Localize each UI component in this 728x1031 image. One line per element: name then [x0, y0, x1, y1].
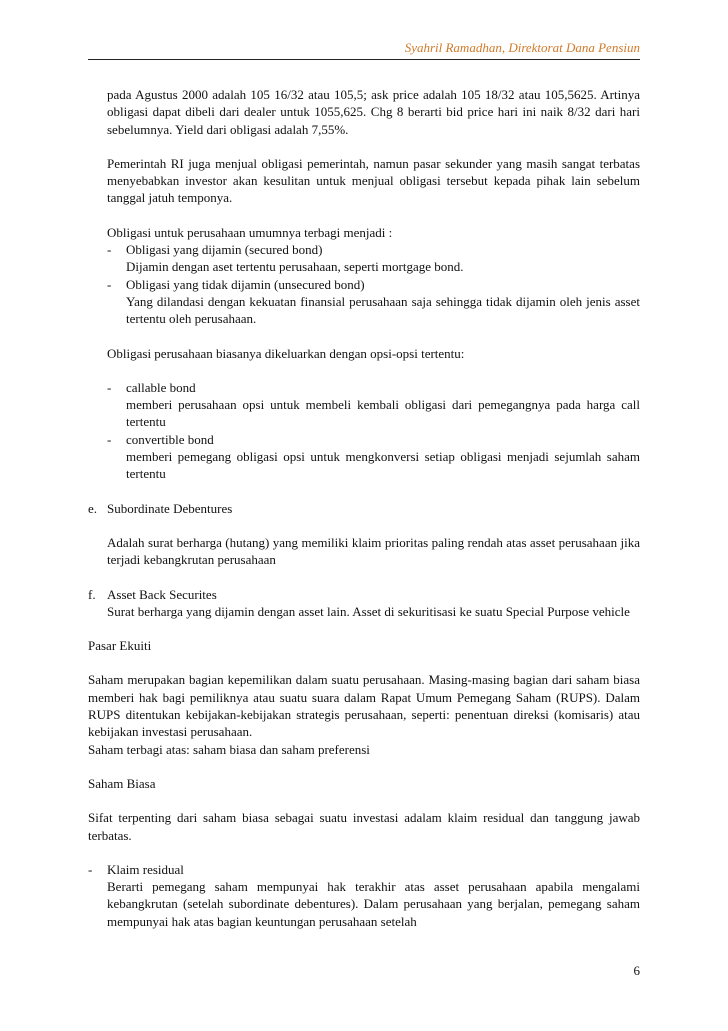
- list-item-description: Yang dilandasi dengan kekuatan finansial perusahaan saja sehingga tidak dijamin oleh jenis asset tertentu oleh perusahaan.: [126, 293, 640, 327]
- section-title: Asset Back Securites: [107, 586, 217, 602]
- intro-paragraph-2: Pemerintah RI juga menjual obligasi pemerintah, namun pasar sekunder yang masih sangat terbatas menyebabkan investor akan kesulitan untuk menjual obligasi tersebut kepada pihak lain sebelum tanggal jatuh temponya.: [107, 155, 640, 206]
- list-item-klaim-residual: [88, 861, 640, 930]
- pasar-ekuiti-paragraph-1: Saham merupakan bagian kepemilikan dalam suatu perusahaan. Masing-masing bagian dari saham biasa memberi hak bagi pemiliknya atau suatu suara dalam Rapat Umum Pemegang Saham (RUPS). Dalam RUPS ditentukan kebijakan-kebijakan strategis perusahaan, seperti: penentuan direksi (komisaris) atau kebijakan investasi perusahaan.: [88, 672, 640, 740]
- heading-pasar-ekuiti: Pasar Ekuiti: [88, 638, 152, 654]
- section-title: Subordinate Debentures: [107, 500, 233, 516]
- list-bullet: -: [107, 276, 112, 292]
- list-bullet: -: [88, 861, 93, 877]
- list-item-title: convertible bond: [126, 431, 214, 447]
- section-body: Surat berharga yang dijamin dengan asset lain. Asset di sekuritisasi ke suatu Special Purpose vehicle: [107, 603, 630, 619]
- list-item-callable-bond: [107, 379, 640, 431]
- list-item-title: Klaim residual: [107, 861, 184, 877]
- page-body: [88, 86, 640, 930]
- options-intro: Obligasi perusahaan biasanya dikeluarkan dengan opsi-opsi tertentu:: [107, 345, 465, 361]
- list-item-description: memberi pemegang obligasi opsi untuk mengkonversi setiap obligasi menjadi sejumlah saham tertentu: [126, 449, 640, 482]
- intro-block: [88, 86, 640, 483]
- list-item-description: memberi perusahaan opsi untuk membeli kembali obligasi dari pemegangnya pada harga call tertentu: [126, 397, 640, 430]
- list-bullet: -: [107, 242, 112, 258]
- intro-paragraph-1: pada Agustus 2000 adalah 105 16/32 atau 105,5; ask price adalah 105 18/32 atau 105,5625. Artinya obligasi dapat dibeli dari dealer untuk 1055,625. Chg 8 berarti bid price hari ini naik 8/32 dari hari sebelumnya. Yield dari obligasi adalah 7,55%.: [107, 87, 640, 137]
- running-header: Syahril Ramadhan, Direktorat Dana Pensiun: [404, 40, 640, 55]
- header-rule: [88, 59, 640, 60]
- section-body: Adalah surat berharga (hutang) yang memiliki klaim prioritas paling rendah atas asset perusahaan jika terjadi kebangkrutan perusahaan: [107, 534, 640, 568]
- list-item-unsecured-bond: [107, 276, 640, 328]
- intro-paragraph-3: Obligasi untuk perusahaan umumnya terbagi menjadi :: [107, 224, 393, 240]
- heading-saham-biasa: Saham Biasa: [88, 775, 156, 791]
- list-item-title: callable bond: [126, 379, 196, 395]
- section-marker: f.: [88, 586, 96, 602]
- list-item-description: Berarti pemegang saham mempunyai hak terakhir atas asset perusahaan apabila mengalami kebangkrutan (setelah subordinate debentures). Dalam perusahaan yang berjalan, pemegang saham mempunyai hak atas bagian keuntungan perusahaan setelah: [107, 879, 640, 929]
- list-item-secured-bond: [107, 241, 640, 276]
- pasar-ekuiti-paragraph-2: Saham terbagi atas: saham biasa dan saham preferensi: [88, 741, 370, 757]
- saham-biasa-paragraph-1: Sifat terpenting dari saham biasa sebagai suatu investasi adalam klaim residual dan tanggung jawab terbatas.: [88, 810, 640, 843]
- section-marker: e.: [88, 500, 98, 516]
- section-e: [88, 500, 640, 569]
- list-item-convertible-bond: [107, 431, 640, 483]
- list-item-title: Obligasi yang dijamin (secured bond): [126, 242, 323, 258]
- list-bullet: -: [107, 431, 112, 447]
- list-item-description: Dijamin dengan aset tertentu perusahaan, seperti mortgage bond.: [126, 259, 464, 275]
- list-bullet: -: [107, 379, 112, 395]
- section-f: [88, 586, 640, 621]
- list-item-title: Obligasi yang tidak dijamin (unsecured bond): [126, 276, 365, 292]
- page-number: 6: [633, 963, 640, 978]
